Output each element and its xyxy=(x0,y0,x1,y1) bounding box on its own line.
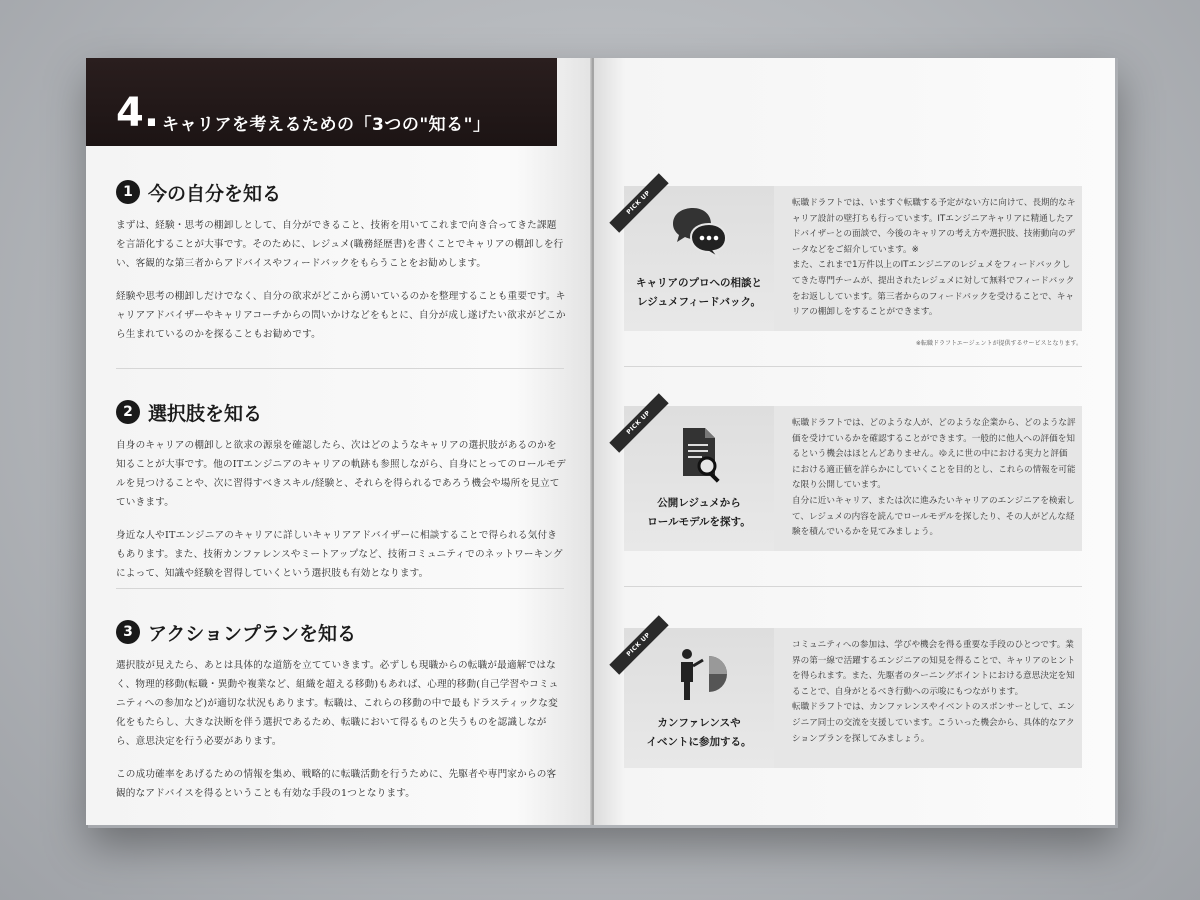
pickup-ribbon: PICK UP xyxy=(609,173,668,232)
document-search-icon xyxy=(669,424,729,484)
section-heading xyxy=(116,398,566,426)
section-banner xyxy=(86,58,557,146)
section-2 xyxy=(116,398,566,583)
section-number-badge: 1 xyxy=(116,180,140,204)
section-heading xyxy=(116,178,566,206)
section-paragraph: 経験や思考の棚卸しだけでなく、自分の欲求がどこから湧いているのかを整理することも重要です。キャリアアドバイザーやキャリアコーチからの問いかけなどをもとに、自分が成し遂げたい欲求がどこから生まれているのかを探ることもお勧めです。 xyxy=(116,291,566,340)
divider xyxy=(116,588,564,589)
footnote: ※転職ドラフトエージェントが提供するサービスとなります。 xyxy=(915,340,1082,347)
section-paragraph: 自身のキャリアの棚卸しと欲求の源泉を確認したら、次はどのようなキャリアの選択肢があるのかを知ることが大事です。他のITエンジニアのキャリアの軌跡も参照しながら、自身にとってのロールモデルを見つけることや、次に習得すべきスキル/経験と、それらを得られるであろう機会や場所を見立てていきます。 xyxy=(116,440,566,508)
section-paragraph: 身近な人やITエンジニアのキャリアに詳しいキャリアアドバイザーに相談することで得られる気付きもあります。また、技術カンファレンスやミートアップなど、技術コミュニティでのネットワーキングによって、知識や経験を習得していくという選択肢も有効となります。 xyxy=(116,530,563,579)
divider xyxy=(624,366,1082,367)
pickup-card xyxy=(624,406,1082,551)
section-heading xyxy=(116,618,566,646)
section-number-badge: 3 xyxy=(116,620,140,644)
section-3 xyxy=(116,618,566,803)
section-paragraph: この成功確率をあげるための情報を集め、戦略的に転職活動を行うために、先駆者や専門家からの客観的なアドバイスを得るということも有効な手段の1つとなります。 xyxy=(116,769,557,799)
banner-number: 4. xyxy=(116,90,160,136)
chat-bubbles-icon xyxy=(669,204,729,264)
card-caption: キャリアのプロへの相談と レジュメフィードバック。 xyxy=(636,277,762,308)
card-caption: カンファレンスや イベントに参加する。 xyxy=(646,717,752,748)
divider xyxy=(624,586,1082,587)
section-paragraph: 選択肢が見えたら、あとは具体的な道筋を立てていきます。必ずしも現職からの転職が最適解ではなく、物理的移動(転職・異動や複業など、組織を超える移動)もあれば、心理的移動(自己学習やコミュニティへの参加など)が適切な状況もあります。転職は、これらの移動の中で最もドラスティックな変化をもたらし、大きな決断を伴う選択であるため、転職において得るものと失うものを認識しながら、意思決定を行う必要があります。 xyxy=(116,660,559,747)
banner-title: キャリアを考えるための「3つの"知る"」 xyxy=(162,115,491,135)
left-page xyxy=(86,58,592,825)
right-page xyxy=(594,58,1115,825)
section-number-badge: 2 xyxy=(116,400,140,424)
section-title: 今の自分を知る xyxy=(148,182,282,205)
card-body: 転職ドラフトでは、いますぐ転職する予定がない方に向けて、長期的なキャリア設計の壁打ちも行っています。ITエンジニアキャリアに精通したアドバイザーとの面談で、今後のキャリアの考え方や選択肢、技術動向のデータなどをご紹介しています。※ また、これまで1万件以上のITエンジニアのレジュメをフィードバックしてきた専門チームが、提出されたレジュメに対して無料でフィードバックをお返ししています。第三者からのフィードバックを受けることで、キャリアの棚卸しをすることができます。 xyxy=(792,198,1076,318)
card-body: コミュニティへの参加は、学びや機会を得る重要な手段のひとつです。業界の第一線で活躍するエンジニアの知見を得ることで、キャリアのヒントを得られます。また、先駆者のターニングポイントにおける意思決定を知ることで、自身がとるべき行動への示唆にもつながります。 転職ドラフトでは、カンファレンスやイベントのスポンサーとして、エンジニア同士の交流を支援しています。こういった機会から、具体的なアクションプランを探してみましょう。 xyxy=(792,640,1076,744)
section-title: 選択肢を知る xyxy=(148,402,263,425)
divider xyxy=(116,368,564,369)
section-title: アクションプランを知る xyxy=(148,622,357,645)
pickup-ribbon: PICK UP xyxy=(609,615,668,674)
presentation-icon xyxy=(669,644,729,704)
section-paragraph: まずは、経験・思考の棚卸しとして、自分ができること、技術を用いてこれまで向き合ってきた課題を言語化することが大事です。そのために、レジュメ(職務経歴書)を書くことでキャリアの棚卸しを行い、客観的な第三者からアドバイスやフィードバックをもらうことをお勧めします。 xyxy=(116,220,564,269)
pickup-card xyxy=(624,186,1082,331)
card-body: 転職ドラフトでは、どのような人が、どのような企業から、どのような評価を受けているかを確認することができます。一般的に他人への評価を知るという機会はほとんどありません。ゆえに世の中における実力と評価における適正値を詳らかにしていくことを目的とし、これらの情報を可能な限り公開しています。 自分に近いキャリア、または次に進みたいキャリアのエンジニアを検索して、レジュメの内容を読んでロールモデルを探したり、その人がどんな経験を積んでいるかを見てみましょう。 xyxy=(792,418,1076,538)
pickup-card xyxy=(624,628,1082,768)
section-1 xyxy=(116,178,566,344)
card-caption: 公開レジュメから ロールモデルを探す。 xyxy=(647,497,751,528)
pickup-ribbon: PICK UP xyxy=(609,393,668,452)
